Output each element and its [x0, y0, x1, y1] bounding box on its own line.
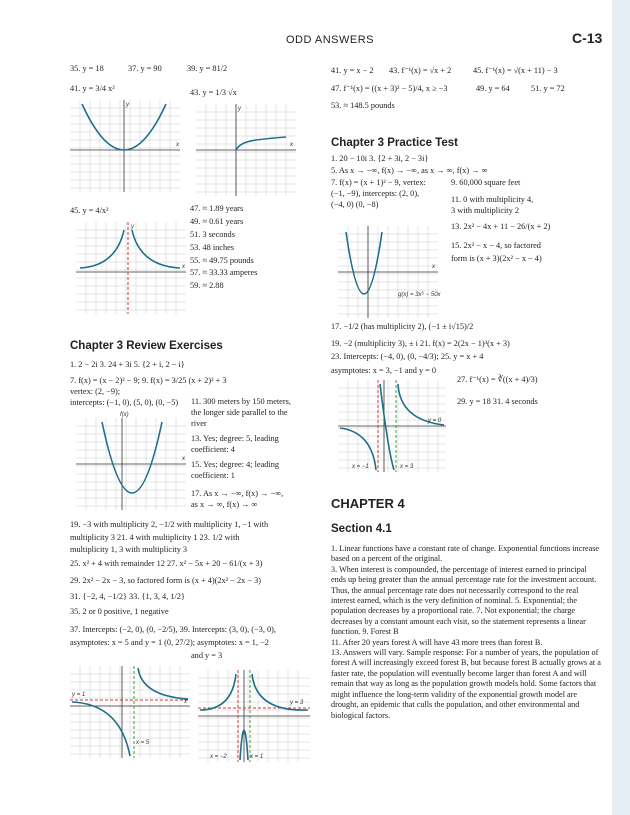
practice-more: 29. y = 18 31. 4 seconds [457, 397, 538, 406]
review-line: 11. 300 meters by 150 meters, [191, 397, 291, 406]
answer-41: 41. y = 3/4 x² [70, 84, 115, 93]
answer-47: 47. ≈ 1.89 years [190, 204, 244, 213]
review-line: 29. 2x² − 2x − 3, so factored form is (x + 4)(2x² − 2x − 3) [70, 576, 262, 585]
y-axis-label: y [238, 106, 241, 112]
asym-xm2-label: x = −2 [210, 754, 227, 760]
review-line: 17. As x → −∞, f(x) → −∞, [191, 489, 284, 498]
answer-37: 37. y = 90 [128, 64, 162, 73]
practice-side: 15. 2x² − x − 4, so factored [451, 241, 541, 250]
sqrt-curve [236, 137, 286, 150]
x-axis-label: x [184, 699, 187, 705]
review-line: 15. Yes; degree: 4; leading [191, 460, 280, 469]
review-line: 35. 2 or 0 positive, 1 negative [70, 607, 169, 616]
review-line: 19. −3 with multiplicity 2, −1/2 with multiplicity 1, −1 with [70, 520, 269, 529]
practice-side: 13. 2x² − 4x + 11 − 26/(x + 2) [451, 222, 551, 231]
page-number: C-13 [572, 30, 603, 46]
graph-43-sqrt [196, 104, 296, 196]
graph-practice-7-parabola [338, 226, 441, 318]
review-line: multiplicity 3 21. 4 with multiplicity 1 23. 1/2 with [70, 533, 240, 542]
answer-45r: 45. f⁻¹(x) = √(x + 11) − 3 [473, 66, 558, 75]
page-edge-strip [612, 0, 630, 815]
asym-x3-label: x = 3 [400, 464, 414, 470]
section-title: Section 4.1 [331, 523, 392, 535]
graph-41-parabola [70, 100, 180, 192]
answer-49r: 49. y = 64 [476, 84, 510, 93]
grid [70, 666, 190, 758]
chapter-title: CHAPTER 4 [331, 496, 405, 511]
right-branch [138, 668, 188, 699]
answer-53: 53. 48 inches [190, 243, 235, 252]
x-axis-label: x [432, 264, 435, 270]
asym-xm1-label: x = −1 [352, 464, 369, 470]
answer-57: 57. ≈ 33.33 amperes [190, 268, 258, 277]
practice-more: 27. f⁻¹(x) = ∛((x + 4)/3) [457, 375, 538, 384]
fx-label: f(x) [120, 412, 129, 418]
section-4-1-answers [331, 544, 603, 721]
practice-side: 3 with multiplicity 2 [451, 206, 519, 215]
answer-paragraph: 3. When interest is compounded, the percentage of interest earned to principal ends up being greater than the annual percentage rate for the investment account. Thus, the annual percentage rate does not necessarily correspond to the real interest earned, which is the very definition of nominal. 5. Exponential; the population decreases by a proportional rate. 7. Not exponential; the charge decreases by a constant amount each visit, so the statement represents a linear function. 9. Forest B [331, 564, 597, 637]
asym-x5-label: x = 5 [136, 740, 150, 746]
review-title: Chapter 3 Review Exercises [70, 340, 223, 352]
answer-55: 55. ≈ 49.75 pounds [190, 256, 254, 265]
practice-more: 17. −1/2 (has multiplicity 2), (−1 ± i√15)/2 [331, 322, 474, 331]
review-line: coefficient: 4 [191, 445, 235, 454]
middle-branch [380, 384, 394, 470]
answer-59: 59. ≈ 2.88 [190, 281, 224, 290]
practice-more: 23. Intercepts: (−4, 0), (0, −4/3); 25. y = x + 4 [331, 352, 484, 361]
practice-more: asymptotes: x = 3, −1 and y = 0 [331, 366, 437, 375]
answer-paragraph: 13. Answers will vary. Sample response: For a number of years, the population of forest A will increasingly exceed forest B, but because forest B actually grows at a faster rate, the population will eventually become larger than forest A and will remain that way as long as the population growth models hold. Some factors that might influence the long-term validity of the exponential growth model are drought, an epidemic that culls the population, and other environmental and biological factors. [331, 648, 601, 720]
x-axis-label: x [176, 142, 179, 148]
graph-practice-23-rational [338, 380, 446, 472]
asym-y1-label: y = 1 [72, 692, 86, 698]
y-axis-label: y [131, 224, 134, 230]
asym-y0-label: y = 0 [428, 418, 442, 424]
answer-35: 35. y = 18 [70, 64, 104, 73]
parabola-curve [102, 422, 162, 493]
graph-review-37-rational [70, 666, 190, 758]
answer-41r: 41. y = x − 2 [331, 66, 374, 75]
review-line: 7. f(x) = (x − 2)² − 9; 9. f(x) = 3/25 (x + 2)² + 3 [70, 376, 227, 385]
asym-x1-label: x = 1 [250, 754, 264, 760]
running-header: ODD ANSWERS [286, 34, 375, 46]
review-line: 37. Intercepts: (−2, 0), (0, −2/5), 39. Intercepts: (3, 0), (−3, 0), [70, 625, 276, 634]
review-line: intercepts: (−1, 0), (5, 0), (0, −5) [70, 398, 179, 407]
answer-47r: 47. f⁻¹(x) = ((x + 3)² − 5)/4, x ≥ −3 [331, 84, 448, 93]
practice-side: 9. 60,000 square feet [451, 178, 521, 187]
review-line: coefficient: 1 [191, 471, 235, 480]
graph-45-reciprocal-square [76, 222, 186, 314]
practice-line: 5. As x → −∞, f(x) → −∞, as x → ∞, f(x) → ∞ [331, 166, 488, 175]
review-line: and y = 3 [191, 651, 223, 660]
review-line: asymptotes: x = 5 and y = 1 (0, 27/2); asymptotes: x = 1, −2 [70, 638, 269, 647]
answer-53r: 53. ≈ 148.5 pounds [331, 101, 395, 110]
graph-review-7-parabola [76, 412, 186, 510]
x-axis-label: x [182, 456, 185, 462]
x-axis-label: x [290, 142, 293, 148]
practice-title: Chapter 3 Practice Test [331, 137, 458, 149]
practice-side: form is (x + 3)(2x² − x − 4) [451, 254, 542, 263]
review-line: multiplicity 1, 3 with multiplicity 3 [70, 545, 188, 554]
practice-more: 19. −2 (multiplicity 3), ± i 21. f(x) = 2(2x − 1)³(x + 3) [331, 339, 510, 348]
review-line: 25. x² + 4 with remainder 12 27. x² − 5x + 20 − 61/(x + 3) [70, 559, 263, 568]
practice-side: 11. 0 with multiplicity 4, [451, 195, 534, 204]
answer-paragraph: 1. Linear functions have a constant rate of change. Exponential functions increase based on a percent of the original. [331, 544, 600, 564]
practice-line: 1. 20 − 10i 3. {2 + 3i, 2 − 3i} [331, 154, 429, 163]
review-line: vertex: (2, −9); [70, 387, 121, 396]
practice-line: (−1, −9), intercepts: (2, 0), [331, 189, 420, 198]
review-line: 13. Yes; degree: 5, leading [191, 434, 279, 443]
answer-49: 49. ≈ 0.61 years [190, 217, 244, 226]
grid [76, 222, 186, 314]
asym-y3-label: y = 3 [290, 700, 304, 706]
left-branch [80, 230, 124, 268]
review-line: 31. {−2, 4, −1/2} 33. {1, 3, 4, 1/2} [70, 592, 185, 601]
review-line: 1. 2 − 2i 3. 24 + 3i 5. {2 + i, 2 − i} [70, 360, 185, 369]
practice-line: 7. f(x) = (x + 1)² − 9, vertex: [331, 178, 426, 187]
y-axis-label: y [126, 102, 129, 108]
answer-paragraph: 11. After 20 years forest A will have 43 more trees than forest B. [331, 637, 543, 647]
answer-39: 39. y = 81/2 [187, 64, 228, 73]
g-function-label: g(x) = 3x⁵ − 50x [398, 292, 441, 298]
answer-43r: 43. f⁻¹(x) = √x + 2 [389, 66, 452, 75]
answer-45: 45. y = 4/x² [70, 206, 109, 215]
left-branch [72, 702, 130, 756]
parabola-curve [346, 232, 382, 294]
answer-51r: 51. y = 72 [531, 84, 565, 93]
graph-review-39-rational [198, 670, 310, 762]
x-axis-label: x [182, 264, 185, 270]
answer-51: 51. 3 seconds [190, 230, 235, 239]
answer-43: 43. y = 1/3 √x [190, 88, 237, 97]
review-line: the longer side parallel to the [191, 408, 288, 417]
review-line: as x → ∞, f(x) → ∞ [191, 500, 258, 509]
review-line: river [191, 419, 207, 428]
practice-line: (−4, 0) (0, −8) [331, 200, 379, 209]
